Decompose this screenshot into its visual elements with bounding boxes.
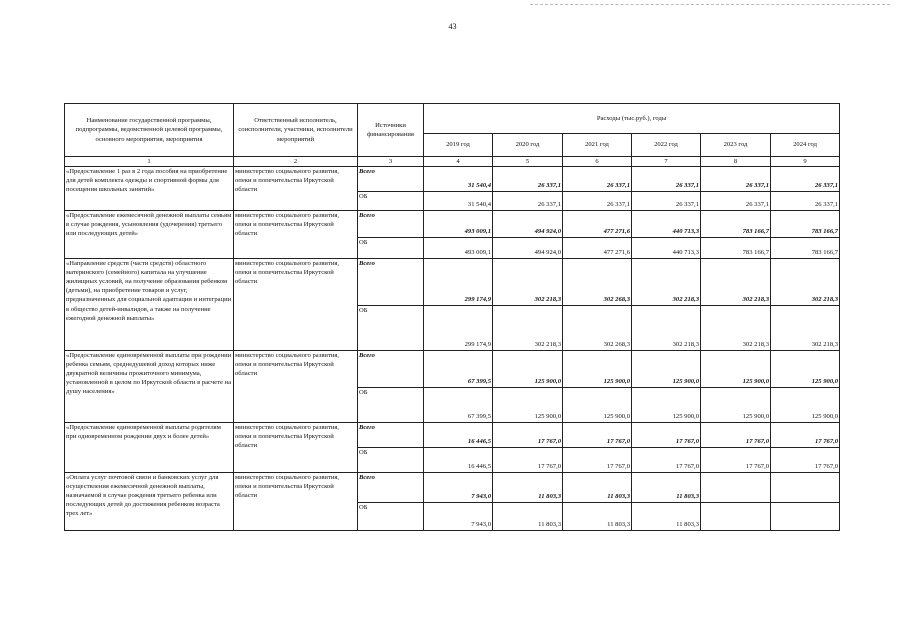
measure-name: «Предоставление единовременной выплаты родителям при одновременном рождении двух и более детей» bbox=[65, 423, 234, 473]
source-sub-label: ОБ bbox=[358, 306, 424, 351]
sub-value bbox=[701, 503, 771, 531]
measure-executor: министерство социального развития, опеки и попечительства Иркутской области bbox=[234, 351, 358, 423]
sub-value: 26 337,1 bbox=[771, 192, 840, 211]
header-executor: Ответственный исполнитель, соисполнители, участники, исполнители мероприятий bbox=[234, 104, 358, 157]
total-value: 494 924,0 bbox=[493, 211, 563, 238]
table-row bbox=[65, 423, 840, 448]
header-expenses: Расходы (тыс.руб.), годы bbox=[424, 104, 840, 134]
header-row bbox=[65, 104, 840, 134]
total-value: 31 540,4 bbox=[424, 167, 493, 192]
sub-value: 302 268,3 bbox=[563, 306, 632, 351]
measure-name: «Направление средств (части средств) областного материнского (семейного) капитала на улучшение жилищных условий, на получение образования ребенком (детьми), на приобретение товаров и услуг, предназначенных для социальной адаптации и интеграции в общество детей-инвалидов, а также на получение ежегодной денежной выплаты» bbox=[65, 259, 234, 351]
source-sub-label: ОБ bbox=[358, 448, 424, 473]
sub-value: 26 337,1 bbox=[563, 192, 632, 211]
total-value: 125 900,0 bbox=[563, 351, 632, 388]
total-value: 125 900,0 bbox=[493, 351, 563, 388]
column-number: 8 bbox=[701, 157, 771, 167]
sub-value: 302 218,3 bbox=[493, 306, 563, 351]
header-year: 2020 год bbox=[493, 134, 563, 157]
table-row bbox=[65, 351, 840, 388]
total-value: 302 218,3 bbox=[493, 259, 563, 306]
total-value: 125 900,0 bbox=[701, 351, 771, 388]
header-year: 2023 год bbox=[701, 134, 771, 157]
sub-value: 125 900,0 bbox=[632, 388, 701, 423]
column-number: 5 bbox=[493, 157, 563, 167]
header-year: 2019 год bbox=[424, 134, 493, 157]
total-value: 17 767,0 bbox=[563, 423, 632, 448]
source-total-label: Всего bbox=[358, 351, 424, 388]
header-year: 2022 год bbox=[632, 134, 701, 157]
measure-executor: министерство социального развития, опеки и попечительства Иркутской области bbox=[234, 259, 358, 351]
measure-executor: министерство социального развития, опеки и попечительства Иркутской области bbox=[234, 423, 358, 473]
header-source: Источники финансирования bbox=[358, 104, 424, 157]
total-value: 302 218,3 bbox=[701, 259, 771, 306]
table-row bbox=[65, 259, 840, 306]
financing-table bbox=[64, 103, 840, 531]
total-value: 16 446,5 bbox=[424, 423, 493, 448]
sub-value: 16 446,5 bbox=[424, 448, 493, 473]
total-value: 26 337,1 bbox=[493, 167, 563, 192]
total-value: 11 803,3 bbox=[493, 473, 563, 503]
total-value: 17 767,0 bbox=[632, 423, 701, 448]
source-total-label: Всего bbox=[358, 167, 424, 192]
header-name: Наименование государственной программы, подпрограммы, ведомственной целевой программы, основного мероприятия, мероприятия bbox=[65, 104, 234, 157]
sub-value: 17 767,0 bbox=[563, 448, 632, 473]
source-total-label: Всего bbox=[358, 423, 424, 448]
column-number: 6 bbox=[563, 157, 632, 167]
sub-value: 125 900,0 bbox=[701, 388, 771, 423]
total-value: 493 009,1 bbox=[424, 211, 493, 238]
sub-value: 477 271,6 bbox=[563, 238, 632, 259]
total-value: 783 166,7 bbox=[701, 211, 771, 238]
total-value: 67 399,5 bbox=[424, 351, 493, 388]
measure-executor: министерство социального развития, опеки и попечительства Иркутской области bbox=[234, 473, 358, 531]
total-value bbox=[701, 473, 771, 503]
column-number: 7 bbox=[632, 157, 701, 167]
header-year: 2024 год bbox=[771, 134, 840, 157]
source-total-label: Всего bbox=[358, 473, 424, 503]
total-value: 17 767,0 bbox=[771, 423, 840, 448]
table-row bbox=[65, 473, 840, 503]
source-sub-label: ОБ bbox=[358, 238, 424, 259]
sub-value: 26 337,1 bbox=[493, 192, 563, 211]
column-number: 9 bbox=[771, 157, 840, 167]
measure-executor: министерство социального развития, опеки и попечительства Иркутской области bbox=[234, 167, 358, 211]
sub-value bbox=[771, 503, 840, 531]
sub-value: 17 767,0 bbox=[701, 448, 771, 473]
sub-value: 783 166,7 bbox=[701, 238, 771, 259]
total-value: 299 174,9 bbox=[424, 259, 493, 306]
column-number: 2 bbox=[234, 157, 358, 167]
measure-executor: министерство социального развития, опеки и попечительства Иркутской области bbox=[234, 211, 358, 259]
table-row bbox=[65, 211, 840, 238]
total-value: 125 900,0 bbox=[632, 351, 701, 388]
sub-value: 17 767,0 bbox=[493, 448, 563, 473]
source-total-label: Всего bbox=[358, 211, 424, 238]
total-value: 26 337,1 bbox=[563, 167, 632, 192]
total-value: 7 943,0 bbox=[424, 473, 493, 503]
sub-value: 125 900,0 bbox=[771, 388, 840, 423]
source-total-label: Всего bbox=[358, 259, 424, 306]
total-value: 17 767,0 bbox=[701, 423, 771, 448]
sub-value: 125 900,0 bbox=[493, 388, 563, 423]
sub-value: 783 166,7 bbox=[771, 238, 840, 259]
total-value: 11 803,3 bbox=[563, 473, 632, 503]
column-number: 3 bbox=[358, 157, 424, 167]
total-value bbox=[771, 473, 840, 503]
sub-value: 125 900,0 bbox=[563, 388, 632, 423]
measure-name: «Предоставление ежемесячной денежной выплаты семьям в случае рождения, усыновления (удочерения) третьего или последующих детей» bbox=[65, 211, 234, 259]
sub-value: 494 924,0 bbox=[493, 238, 563, 259]
sub-value: 302 218,3 bbox=[771, 306, 840, 351]
total-value: 26 337,1 bbox=[632, 167, 701, 192]
table-row bbox=[65, 167, 840, 192]
total-value: 783 166,7 bbox=[771, 211, 840, 238]
column-number: 4 bbox=[424, 157, 493, 167]
measure-name: «Оплата услуг почтовой связи и банковских услуг для осуществления ежемесячной денежной выплаты, назначаемой в случае рождения третьего ребенка или последующих детей до достижения ребенком возраста трех лет» bbox=[65, 473, 234, 531]
total-value: 302 218,3 bbox=[632, 259, 701, 306]
total-value: 302 268,3 bbox=[563, 259, 632, 306]
source-sub-label: ОБ bbox=[358, 503, 424, 531]
sub-value: 17 767,0 bbox=[632, 448, 701, 473]
sub-value: 11 803,3 bbox=[632, 503, 701, 531]
sub-value: 11 803,3 bbox=[563, 503, 632, 531]
column-number: 1 bbox=[65, 157, 234, 167]
measure-name: «Предоставление 1 раз в 2 года пособия на приобретение для детей комплекта одежды и спортивной формы для посещения школьных занятий» bbox=[65, 167, 234, 211]
total-value: 302 218,3 bbox=[771, 259, 840, 306]
source-sub-label: ОБ bbox=[358, 192, 424, 211]
total-value: 17 767,0 bbox=[493, 423, 563, 448]
sub-value: 67 399,5 bbox=[424, 388, 493, 423]
header-year: 2021 год bbox=[563, 134, 632, 157]
sub-value: 7 943,0 bbox=[424, 503, 493, 531]
sub-value: 493 009,1 bbox=[424, 238, 493, 259]
sub-value: 26 337,1 bbox=[701, 192, 771, 211]
sub-value: 26 337,1 bbox=[632, 192, 701, 211]
sub-value: 17 767,0 bbox=[771, 448, 840, 473]
measure-name: «Предоставление единовременной выплаты при рождении ребенка семьям, среднедушевой доход которых ниже двукратной величины прожиточного минимума, установленной в целом по Иркутской области в расчете на душу населения» bbox=[65, 351, 234, 423]
total-value: 26 337,1 bbox=[771, 167, 840, 192]
total-value: 11 803,3 bbox=[632, 473, 701, 503]
total-value: 125 900,0 bbox=[771, 351, 840, 388]
page-number: 43 bbox=[448, 22, 457, 31]
sub-value: 440 713,3 bbox=[632, 238, 701, 259]
sub-value: 11 803,3 bbox=[493, 503, 563, 531]
source-sub-label: ОБ bbox=[358, 388, 424, 423]
scan-edge-line bbox=[530, 4, 890, 5]
sub-value: 302 218,3 bbox=[632, 306, 701, 351]
total-value: 477 271,6 bbox=[563, 211, 632, 238]
total-value: 26 337,1 bbox=[701, 167, 771, 192]
sub-value: 31 540,4 bbox=[424, 192, 493, 211]
sub-value: 302 218,3 bbox=[701, 306, 771, 351]
total-value: 440 713,3 bbox=[632, 211, 701, 238]
column-number-row bbox=[65, 157, 840, 167]
sub-value: 299 174,9 bbox=[424, 306, 493, 351]
